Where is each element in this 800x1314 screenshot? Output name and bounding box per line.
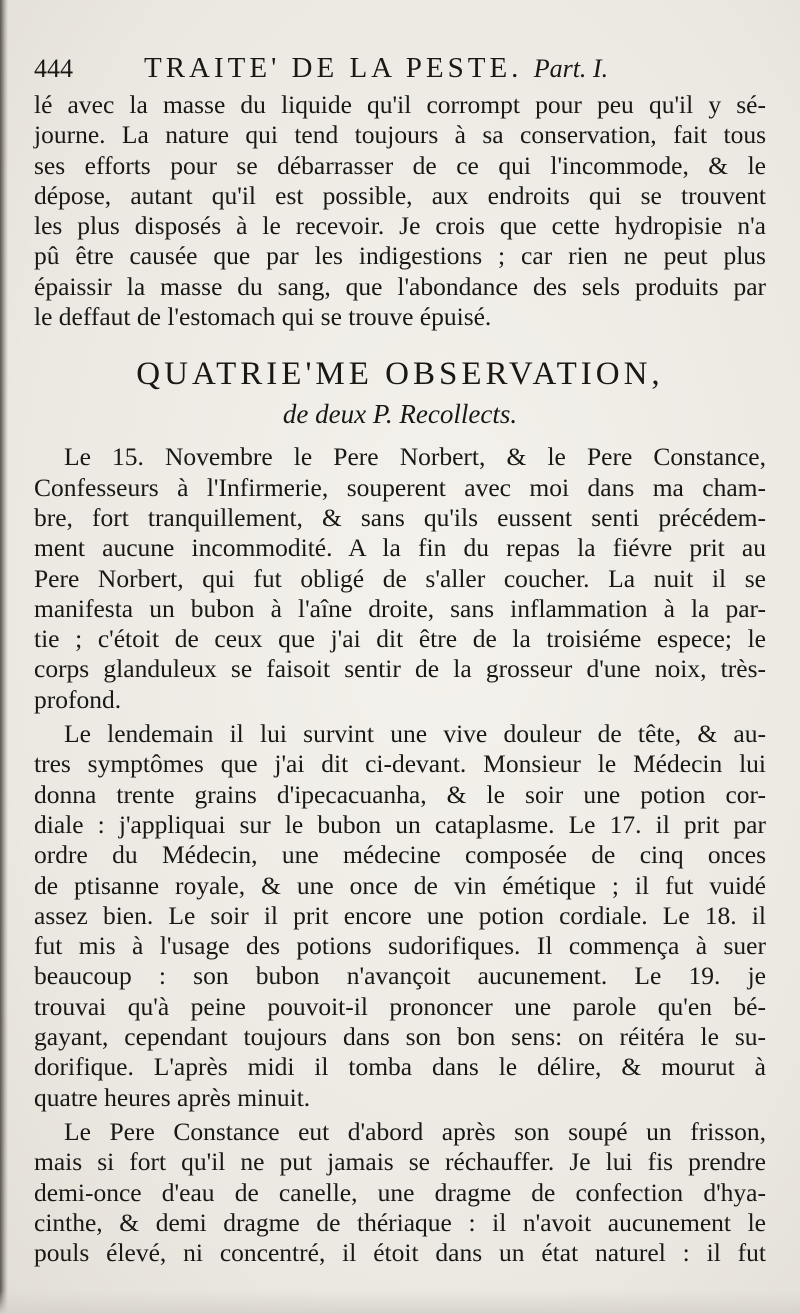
observation-heading: QUATRIE'ME OBSERVATION, xyxy=(136,356,664,393)
text-line: Confesseurs à l'Infirmerie, souperent avec moi dans ma cham- xyxy=(34,472,766,502)
text-line: tres symptômes que j'ai dit ci-devant. Monsieur le Médecin lui xyxy=(34,749,766,779)
text-line: le deffaut de l'estomach qui se trouve épuisé. xyxy=(34,302,492,332)
page-text-block xyxy=(34,46,766,1268)
text-line: ses efforts pour se débarrasser de ce qui l'incommode, & le xyxy=(34,150,766,180)
text-line: donna trente grains d'ipecacuanha, & le soir une potion cor- xyxy=(34,779,766,809)
text-line: dorifique. L'après midi il tomba dans le délire, & mourut à xyxy=(34,1052,766,1082)
text-line: de ptisanne royale, & une once de vin émétique ; il fut vuidé xyxy=(34,870,766,900)
text-line: manifesta un bubon à l'aîne droite, sans inflammation à la par- xyxy=(34,593,766,623)
text-line: épaissir la masse du sang, que l'abondance des sels produits par xyxy=(34,271,766,301)
text-line: tie ; c'étoit de ceux que j'ai dit être de la troisiéme espece; le xyxy=(34,624,766,654)
text-line: bre, fort tranquillement, & sans qu'ils eussent senti précédem- xyxy=(34,502,766,532)
text-line: assez bien. Le soir il prit encore une potion cordiale. Le 18. il xyxy=(34,900,766,930)
observation-subheading: de deux P. Recollects. xyxy=(282,399,518,430)
text-line: mais si fort qu'il ne put jamais se réchauffer. Je lui fis prendre xyxy=(34,1147,766,1177)
text-line: pouls élevé, ni concentré, il étoit dans un état naturel : il fut xyxy=(34,1238,766,1268)
text-line: pû être causée que par les indigestions ; car rien ne peut plus xyxy=(34,241,766,271)
text-line: profond. xyxy=(34,684,122,714)
text-line: journe. La nature qui tend toujours à sa conservation, fait tous xyxy=(34,120,766,150)
running-title xyxy=(144,46,766,91)
text-line: ment aucune incommodité. A la fin du repas la fiévre prit au xyxy=(34,533,766,563)
text-line: ordre du Médecin, une médecine composée de cinq onces xyxy=(34,840,766,870)
text-line: fut mis à l'usage des potions sudorifiques. Il commença à suer xyxy=(34,931,766,961)
text-line: Le Pere Constance eut d'abord après son soupé un frisson, xyxy=(64,1116,766,1146)
text-line: diale : j'appliquai sur le bubon un cataplasme. Le 17. il prit par xyxy=(34,809,766,839)
text-line: cinthe, & demi dragme de thériaque : il n'avoit aucunement le xyxy=(34,1207,766,1237)
text-line: Pere Norbert, qui fut obligé de s'aller coucher. La nuit il se xyxy=(34,563,766,593)
text-line: Le lendemain il lui survint une vive douleur de tête, & au- xyxy=(64,719,766,749)
paragraph-3 xyxy=(34,1117,766,1268)
text-line: corps glanduleux se faisoit sentir de la grosseur d'une noix, très- xyxy=(34,654,766,684)
text-line: beaucoup : son bubon n'avançoit aucunement. Le 19. je xyxy=(34,961,766,991)
page-bottom-shade xyxy=(0,1290,800,1314)
running-part: Part. I. xyxy=(533,54,609,83)
text-line: trouvai qu'à peine pouvoit-il prononcer une parole qu'en bé- xyxy=(34,991,766,1021)
section-1-text xyxy=(34,90,766,332)
text-line: quatre heures après minuit. xyxy=(34,1082,311,1112)
text-line: dépose, autant qu'il est possible, aux endroits qui se trouvent xyxy=(34,180,766,210)
text-line: lé avec la masse du liquide qu'il corrompt pour peu qu'il y sé- xyxy=(34,90,766,119)
paragraph-1 xyxy=(34,442,766,715)
text-line: demi-once d'eau de canelle, une dragme de confection d'hya- xyxy=(34,1177,766,1207)
running-header xyxy=(34,46,766,90)
text-line: les plus disposés à le recevoir. Je crois que cette hydropisie n'a xyxy=(34,211,766,241)
paragraph-2 xyxy=(34,719,766,1113)
text-line: Le 15. Novembre le Pere Norbert, & le Pere Constance, xyxy=(64,442,766,472)
page-number: 444 xyxy=(34,54,73,83)
text-line: gayant, cependant toujours dans son bon sens: on réitéra le su- xyxy=(34,1022,766,1052)
running-title-text: TRAITE' DE LA PESTE. xyxy=(144,52,523,84)
page-edge-shadow xyxy=(0,0,8,1314)
